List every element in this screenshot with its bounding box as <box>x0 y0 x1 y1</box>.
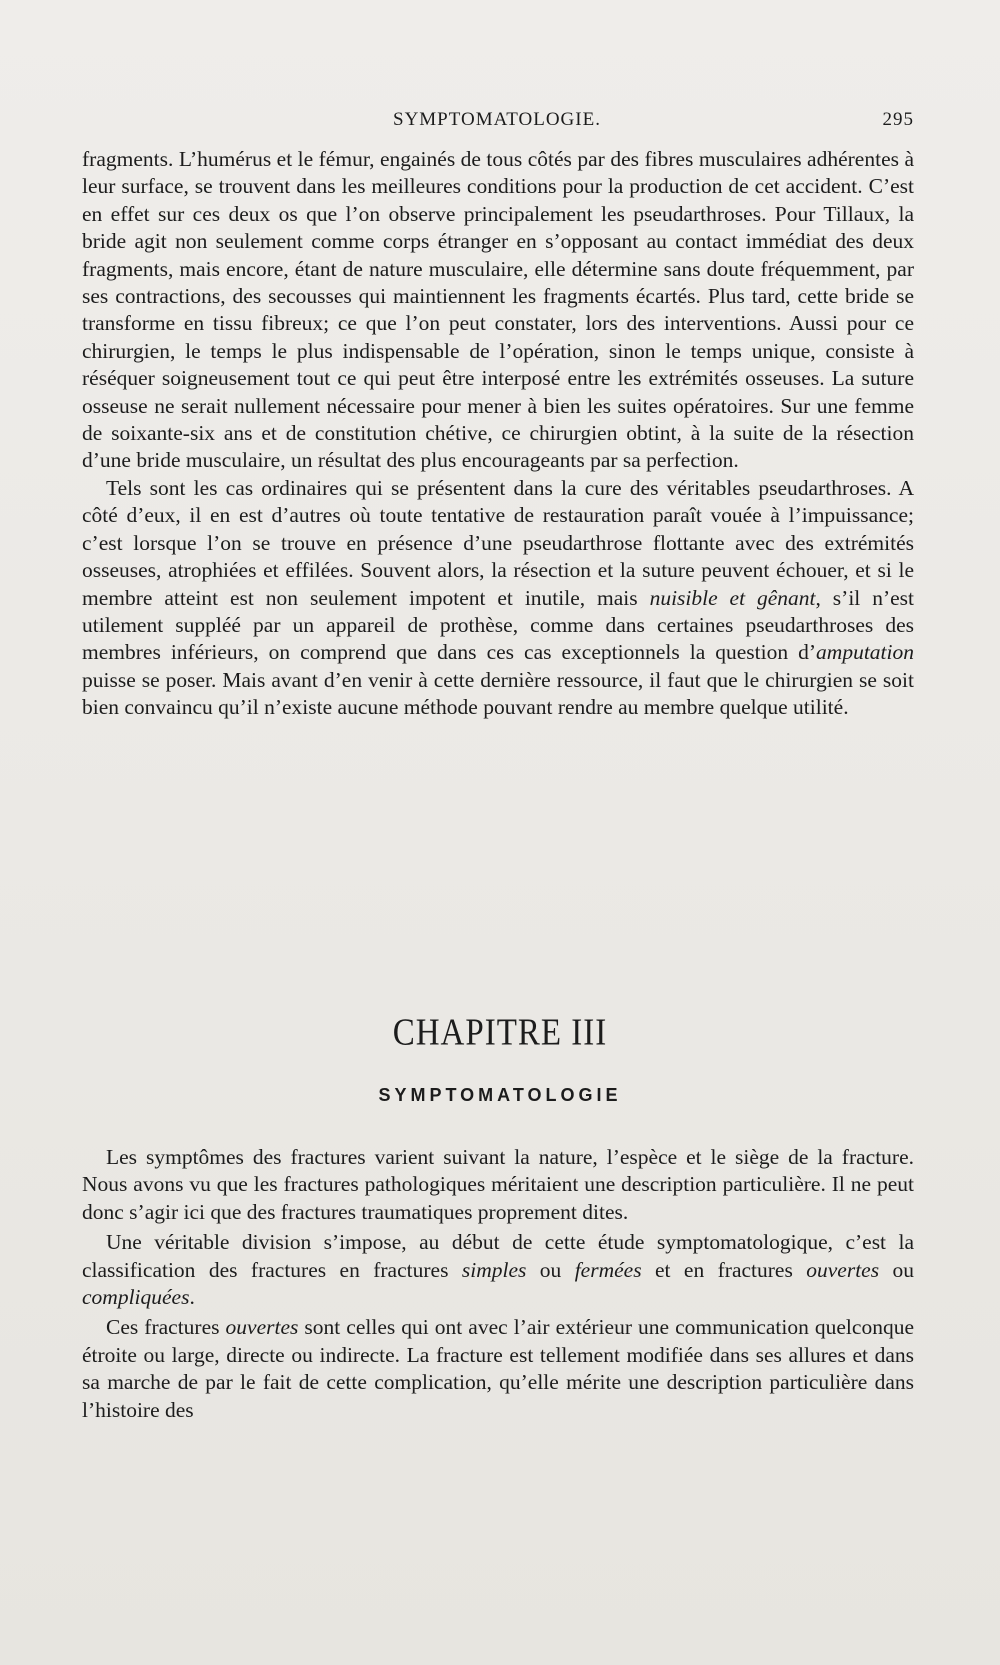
chapter-subtitle: SYMPTOMATOLOGIE <box>378 1085 622 1105</box>
text-run: . <box>189 1285 195 1310</box>
text-run: ou <box>526 1257 575 1282</box>
page-number: 295 <box>882 109 914 130</box>
text-run: sont celles qui ont avec l’air extérieur une communication quelconque étroite ou large, directe ou indirecte. La fracture est tellement modifiée dans ses allures et dans sa marche de par le fait de cette complication, qu’elle mérite une description particulière dans l’histoire des <box>82 1315 914 1422</box>
section-text-1 <box>82 146 914 722</box>
text-run: Une véritable division s’impose, au début de cette étude symptomatologique, c’est la classification des fractures en fractures <box>82 1230 914 1282</box>
italic-text: compliquées <box>82 1285 190 1310</box>
text-run: Tels sont les cas ordinaires qui se présentent dans la cure des véritables pseudarthroses. A côté d’eux, il en est d’autres où toute tentative de restauration paraît vouée à l’impuissance; c’est lorsque l’on se trouve en présence d’une pseudarthrose flottante avec des extrémités osseuses, atrophiées et effilées. Souvent alors, la résection et la suture peuvent échouer, et si le membre atteint est non seulement impotent et inutile, mais <box>82 475 914 610</box>
paragraph: fragments. L’humérus et le fémur, engainés de tous côtés par des fibres musculaires adhérentes à leur surface, se trouvent dans les meilleures conditions pour la production de cet accident. C’est en effet sur ces deux os que l’on observe principalement les pseudarthroses. Pour Tillaux, la bride agit non seulement comme corps étranger en s’opposant au contact immédiat des deux fragments, mais encore, étant de nature musculaire, elle détermine sans doute fréquemment, par ses contractions, des secousses qui maintiennent les fragments écartés. Plus tard, cette bride se transforme en tissu fibreux; ce que l’on peut constater, lors des interventions. Aussi pour ce chirurgien, le temps le plus indispensable de l’opération, sinon le temps unique, consiste à réséquer soigneusement tout ce qui peut être interposé entre les extrémités osseuses. La suture osseuse ne serait nullement nécessaire pour mener à bien les suites opératoires. Sur une femme de soixante-six ans et de constitution chétive, ce chirurgien obtint, à la suite de la résection d’une bride musculaire, un résultat des plus encourageants par sa perfection. <box>82 147 914 473</box>
section-text-2 <box>82 1144 914 1427</box>
paragraph: Les symptômes des fractures varient suivant la nature, l’espèce et le siège de la fracture. Nous avons vu que les fractures pathologiques méritaient une description particulière. Il ne peut donc s’agir ici que des fractures traumatiques proprement dites. <box>82 1145 914 1224</box>
text-run: ou <box>879 1257 915 1282</box>
italic-text: fermées <box>574 1257 642 1282</box>
italic-text: ouvertes <box>806 1257 880 1282</box>
italic-text: ouvertes <box>225 1315 299 1340</box>
paragraph <box>82 1229 914 1311</box>
italic-text: nuisible et gênant <box>649 585 816 610</box>
text-run: puisse se poser. Mais avant d’en venir à cette dernière ressource, il faut que le chirurgien se soit bien convaincu qu’il n’existe aucune méthode pouvant rendre au membre quelque utilité. <box>82 667 914 720</box>
italic-text: amputation <box>816 640 914 665</box>
paragraph <box>82 475 914 722</box>
paragraph <box>82 1314 914 1424</box>
italic-text: simples <box>461 1257 527 1282</box>
text-run: et en fractures <box>641 1257 807 1282</box>
chapter-title: CHAPITRE III <box>392 1012 608 1054</box>
text-run: Ces fractures <box>106 1315 226 1340</box>
page-header <box>88 109 914 139</box>
running-title: SYMPTOMATOLOGIE. <box>393 109 601 130</box>
text-run: , s’il n’est utilement suppléé par un appareil de prothèse, comme dans certaines pseudarthroses des membres inférieurs, on comprend que dans ces cas exceptionnels la question d’ <box>82 585 914 665</box>
